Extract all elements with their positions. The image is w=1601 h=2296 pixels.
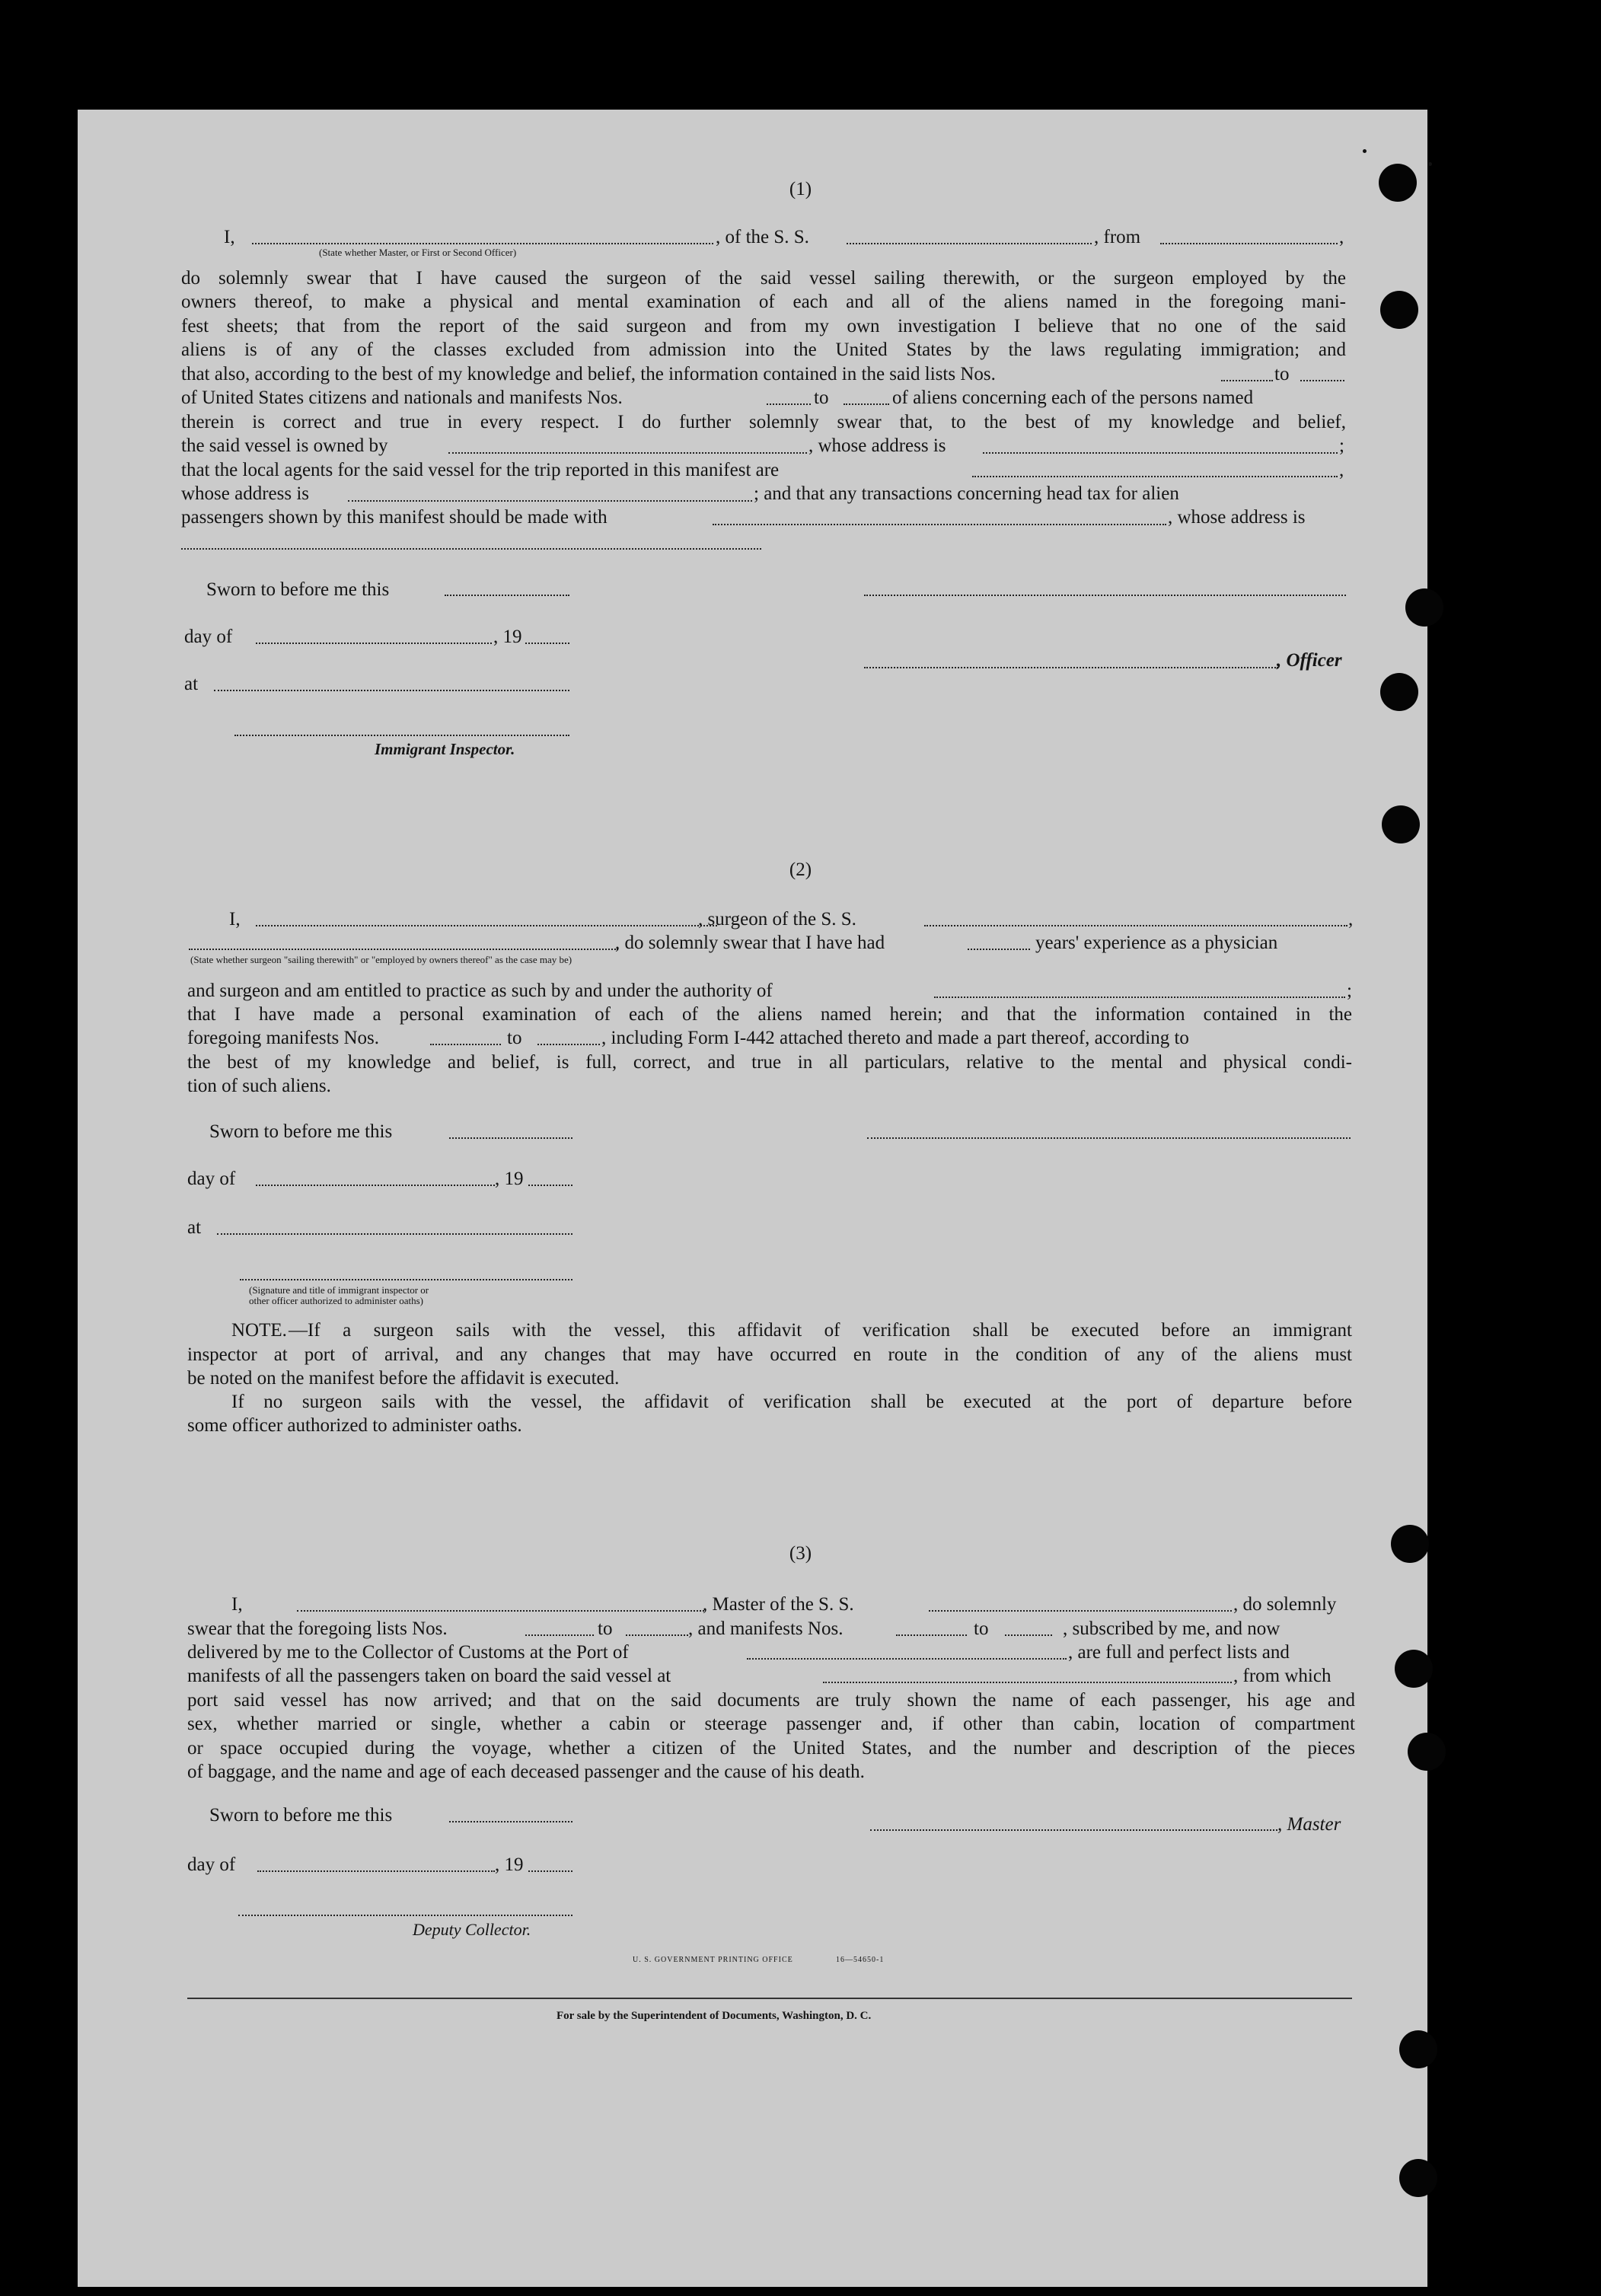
year-blank[interactable] bbox=[528, 1870, 572, 1872]
year-blank[interactable] bbox=[525, 643, 569, 644]
master-oath-line: sex, whether married or single, whether a cabin or steerage passenger and, if other than cabin, location of compartment bbox=[187, 1714, 1355, 1734]
year-label: , 19 bbox=[495, 1169, 524, 1189]
punch-hole bbox=[1405, 588, 1443, 627]
head-tax-agent-blank[interactable] bbox=[713, 524, 1166, 525]
head-tax-address-label: , whose address is bbox=[1168, 507, 1306, 528]
officer-signature-blank[interactable] bbox=[864, 595, 1346, 596]
delivered-line: delivered by me to the Collector of Customs at the Port of bbox=[187, 1642, 629, 1663]
subscribed-line: , subscribed by me, and now bbox=[1063, 1618, 1280, 1639]
vessel-blank[interactable] bbox=[847, 243, 1092, 244]
oath-line: owners thereof, to make a physical and mental examination of each and all of the aliens named in the foregoing mani- bbox=[181, 292, 1346, 312]
master-oath-line: or space occupied during the voyage, whether a citizen of the United States, and the number and description of the pieces bbox=[187, 1738, 1355, 1759]
manifests-line: of United States citizens and nationals and manifests Nos. bbox=[181, 387, 623, 408]
inspector-label: Immigrant Inspector. bbox=[375, 740, 515, 758]
surgeon-oath-line: that I have made a personal examination of each of the aliens named herein; and that the information contained in the bbox=[187, 1004, 1352, 1025]
surgeon-oath-line: the best of my knowledge and belief, is full, correct, and true in all particulars, relative to the mental and physical condi- bbox=[187, 1052, 1352, 1073]
note-line: be noted on the manifest before the affidavit is executed. bbox=[187, 1368, 620, 1389]
owner-line: the said vessel is owned by bbox=[181, 435, 388, 456]
master-name-blank[interactable] bbox=[297, 1610, 704, 1612]
deputy-signature-blank[interactable] bbox=[238, 1915, 572, 1916]
sworn-day-blank[interactable] bbox=[449, 1821, 572, 1822]
lists-line: that also, according to the best of my knowledge and belief, the information contained in the said lists Nos. bbox=[181, 364, 996, 384]
master-vessel-label: , Master of the S. S. bbox=[703, 1594, 854, 1615]
owner-address-blank[interactable] bbox=[983, 452, 1338, 454]
port-blank[interactable] bbox=[747, 1658, 1067, 1660]
head-tax-line: ; and that any transactions concerning head tax for alien bbox=[754, 483, 1179, 504]
note-label: NOTE. bbox=[231, 1320, 287, 1341]
speck bbox=[1363, 149, 1367, 153]
do-solemnly: , do solemnly bbox=[1233, 1594, 1337, 1615]
form-i442-line: , including Form I-442 attached thereto and made a part thereof, according to bbox=[601, 1028, 1189, 1048]
lists-to-blank[interactable] bbox=[626, 1634, 688, 1636]
form-code: 16—54650-1 bbox=[836, 1956, 885, 1964]
swear-lists-line: swear that the foregoing lists Nos. bbox=[187, 1618, 448, 1639]
master-vessel-blank[interactable] bbox=[929, 1610, 1232, 1612]
manifests-from-blank[interactable] bbox=[896, 1634, 967, 1636]
manifests-rest: of aliens concerning each of the persons named bbox=[892, 387, 1254, 408]
semicolon: ; bbox=[1347, 981, 1352, 1001]
head-tax-address-blank[interactable] bbox=[181, 548, 761, 550]
month-blank[interactable] bbox=[256, 643, 492, 644]
vessel-label: , of the S. S. bbox=[716, 227, 809, 247]
sworn-day-blank[interactable] bbox=[445, 595, 569, 596]
semicolon: ; bbox=[1339, 435, 1344, 456]
years-experience: years' experience as a physician bbox=[1035, 933, 1278, 953]
passengers-line: passengers shown by this manifest should be made with bbox=[181, 507, 608, 528]
punch-hole bbox=[1399, 2030, 1437, 2068]
swear-experience: , do solemnly swear that I have had bbox=[615, 933, 885, 953]
manifests-to-blank[interactable] bbox=[844, 403, 889, 405]
officer-caption: (State whether Master, or First or Second Officer) bbox=[319, 247, 517, 258]
officer-title-blank[interactable] bbox=[864, 667, 1278, 668]
manifests-to: to bbox=[974, 1618, 989, 1639]
punch-hole bbox=[1380, 291, 1418, 329]
surgeon-lead: I, bbox=[229, 909, 241, 930]
agents-address-label: whose address is bbox=[181, 483, 310, 504]
section-3-number: (3) bbox=[789, 1543, 812, 1564]
comma: , bbox=[1348, 909, 1354, 930]
sworn-label: Sworn to before me this bbox=[206, 579, 390, 600]
note-line: inspector at port of arrival, and any changes that may have occurred en route in the condition of any of the aliens must bbox=[187, 1344, 1352, 1365]
oath-line: therein is correct and true in every respect. I do further solemnly swear that, to the best of my knowledge and belief, bbox=[181, 412, 1346, 432]
departure-port-blank[interactable] bbox=[823, 1682, 1232, 1683]
signature-caption: other officer authorized to administer oaths) bbox=[249, 1295, 423, 1306]
punch-hole bbox=[1382, 805, 1420, 843]
manifests-to: to bbox=[814, 387, 829, 408]
lists-to: to bbox=[598, 1618, 613, 1639]
deputy-label: Deputy Collector. bbox=[413, 1920, 531, 1939]
comma: , bbox=[1339, 227, 1344, 247]
agents-address-blank[interactable] bbox=[348, 500, 752, 502]
authority-line: and surgeon and am entitled to practice as such by and under the authority of bbox=[187, 981, 773, 1001]
owner-address-label: , whose address is bbox=[808, 435, 946, 456]
punch-hole bbox=[1380, 673, 1418, 711]
from-which: , from which bbox=[1233, 1666, 1332, 1686]
comma: , bbox=[1339, 460, 1344, 480]
surgeon-name-blank[interactable] bbox=[256, 925, 717, 926]
month-blank[interactable] bbox=[256, 1185, 495, 1186]
master-lead: I, bbox=[231, 1594, 243, 1615]
punch-hole bbox=[1408, 1733, 1446, 1771]
oath-line: aliens is of any of the classes excluded from admission into the United States by the laws regulating immigration; and bbox=[181, 340, 1346, 360]
foregoing-from-blank[interactable] bbox=[430, 1044, 501, 1045]
note-line: If no surgeon sails with the vessel, the affidavit of verification shall be executed at the port of departure before bbox=[231, 1392, 1352, 1412]
owner-blank[interactable] bbox=[448, 452, 807, 454]
punch-hole bbox=[1395, 1650, 1433, 1688]
surgeon-status-blank[interactable] bbox=[189, 949, 618, 950]
sworn-day-blank[interactable] bbox=[449, 1137, 572, 1139]
years-blank[interactable] bbox=[968, 949, 1030, 950]
section-2-number: (2) bbox=[789, 859, 812, 880]
speck bbox=[1428, 162, 1432, 166]
sworn-label: Sworn to before me this bbox=[209, 1805, 393, 1826]
master-oath-line: of baggage, and the name and age of each deceased passenger and the cause of his death. bbox=[187, 1762, 865, 1782]
year-label: , 19 bbox=[493, 627, 522, 647]
from-blank[interactable] bbox=[1160, 243, 1338, 244]
sale-notice: For sale by the Superintendent of Documents, Washington, D. C. bbox=[557, 2010, 872, 2022]
agents-blank[interactable] bbox=[972, 476, 1338, 477]
name-blank[interactable] bbox=[252, 243, 713, 244]
master-label: , Master bbox=[1277, 1814, 1341, 1835]
note-line: —If a surgeon sails with the vessel, this affidavit of verification shall be executed before an immigrant bbox=[289, 1320, 1352, 1341]
oath-line: do solemnly swear that I have caused the surgeon of the said vessel sailing therewith, or the surgeon employed by the bbox=[181, 268, 1346, 289]
sworn-label: Sworn to before me this bbox=[209, 1121, 393, 1142]
manifests-from-blank[interactable] bbox=[767, 403, 811, 405]
day-of-label: day of bbox=[184, 627, 233, 647]
month-blank[interactable] bbox=[257, 1870, 495, 1872]
surgeon-signature-blank[interactable] bbox=[867, 1137, 1351, 1139]
agents-line: that the local agents for the said vessel for the trip reported in this manifest are bbox=[181, 460, 780, 480]
day-of-label: day of bbox=[187, 1169, 236, 1189]
foregoing-to: to bbox=[507, 1028, 522, 1048]
surgeon-oath-line: tion of such aliens. bbox=[187, 1076, 331, 1096]
year-blank[interactable] bbox=[528, 1185, 572, 1186]
officer-label: , Officer bbox=[1277, 650, 1342, 671]
surgeon-vessel-blank[interactable] bbox=[924, 925, 1347, 926]
at-label: at bbox=[184, 674, 199, 694]
foregoing-to-blank[interactable] bbox=[537, 1044, 600, 1045]
surgeon-caption: (State whether surgeon "sailing therewith" or "employed by owners thereof" as the case may be) bbox=[190, 954, 572, 965]
authority-blank[interactable] bbox=[934, 997, 1345, 998]
year-label: , 19 bbox=[495, 1854, 524, 1875]
inspector-signature-blank[interactable] bbox=[234, 735, 569, 736]
footer-rule bbox=[187, 1998, 1352, 1999]
at-label: at bbox=[187, 1217, 202, 1238]
punch-hole bbox=[1399, 2159, 1437, 2197]
at-blank[interactable] bbox=[217, 1233, 572, 1235]
master-signature-blank[interactable] bbox=[870, 1829, 1277, 1831]
manifests-to-blank[interactable] bbox=[1005, 1634, 1052, 1636]
lists-to: to bbox=[1274, 364, 1290, 384]
manifests-label: , and manifests Nos. bbox=[688, 1618, 844, 1639]
lists-from-blank[interactable] bbox=[1221, 380, 1273, 381]
from-label: , from bbox=[1094, 227, 1141, 247]
perfect-lists-line: , are full and perfect lists and bbox=[1068, 1642, 1290, 1663]
at-blank[interactable] bbox=[214, 690, 569, 691]
day-of-label: day of bbox=[187, 1854, 236, 1875]
lists-to-blank[interactable] bbox=[1300, 380, 1344, 381]
section-1-number: (1) bbox=[789, 179, 812, 199]
oath-line: fest sheets; that from the report of the said surgeon and from my own investigation I believe that no one of the said bbox=[181, 316, 1346, 336]
printing-office: U. S. GOVERNMENT PRINTING OFFICE bbox=[633, 1956, 793, 1964]
lists-from-blank[interactable] bbox=[525, 1634, 594, 1636]
signature-caption: (Signature and title of immigrant inspector or bbox=[249, 1284, 429, 1296]
inspector-signature-blank[interactable] bbox=[240, 1279, 572, 1280]
surgeon-vessel-label: , surgeon of the S. S. bbox=[698, 909, 856, 930]
master-oath-line: port said vessel has now arrived; and that on the said documents are truly shown the name of each passenger, his age and bbox=[187, 1690, 1355, 1711]
foregoing-line: foregoing manifests Nos. bbox=[187, 1028, 380, 1048]
note-line: some officer authorized to administer oaths. bbox=[187, 1415, 522, 1436]
manifests-all-line: manifests of all the passengers taken on board the said vessel at bbox=[187, 1666, 671, 1686]
oath-lead: I, bbox=[224, 227, 235, 247]
